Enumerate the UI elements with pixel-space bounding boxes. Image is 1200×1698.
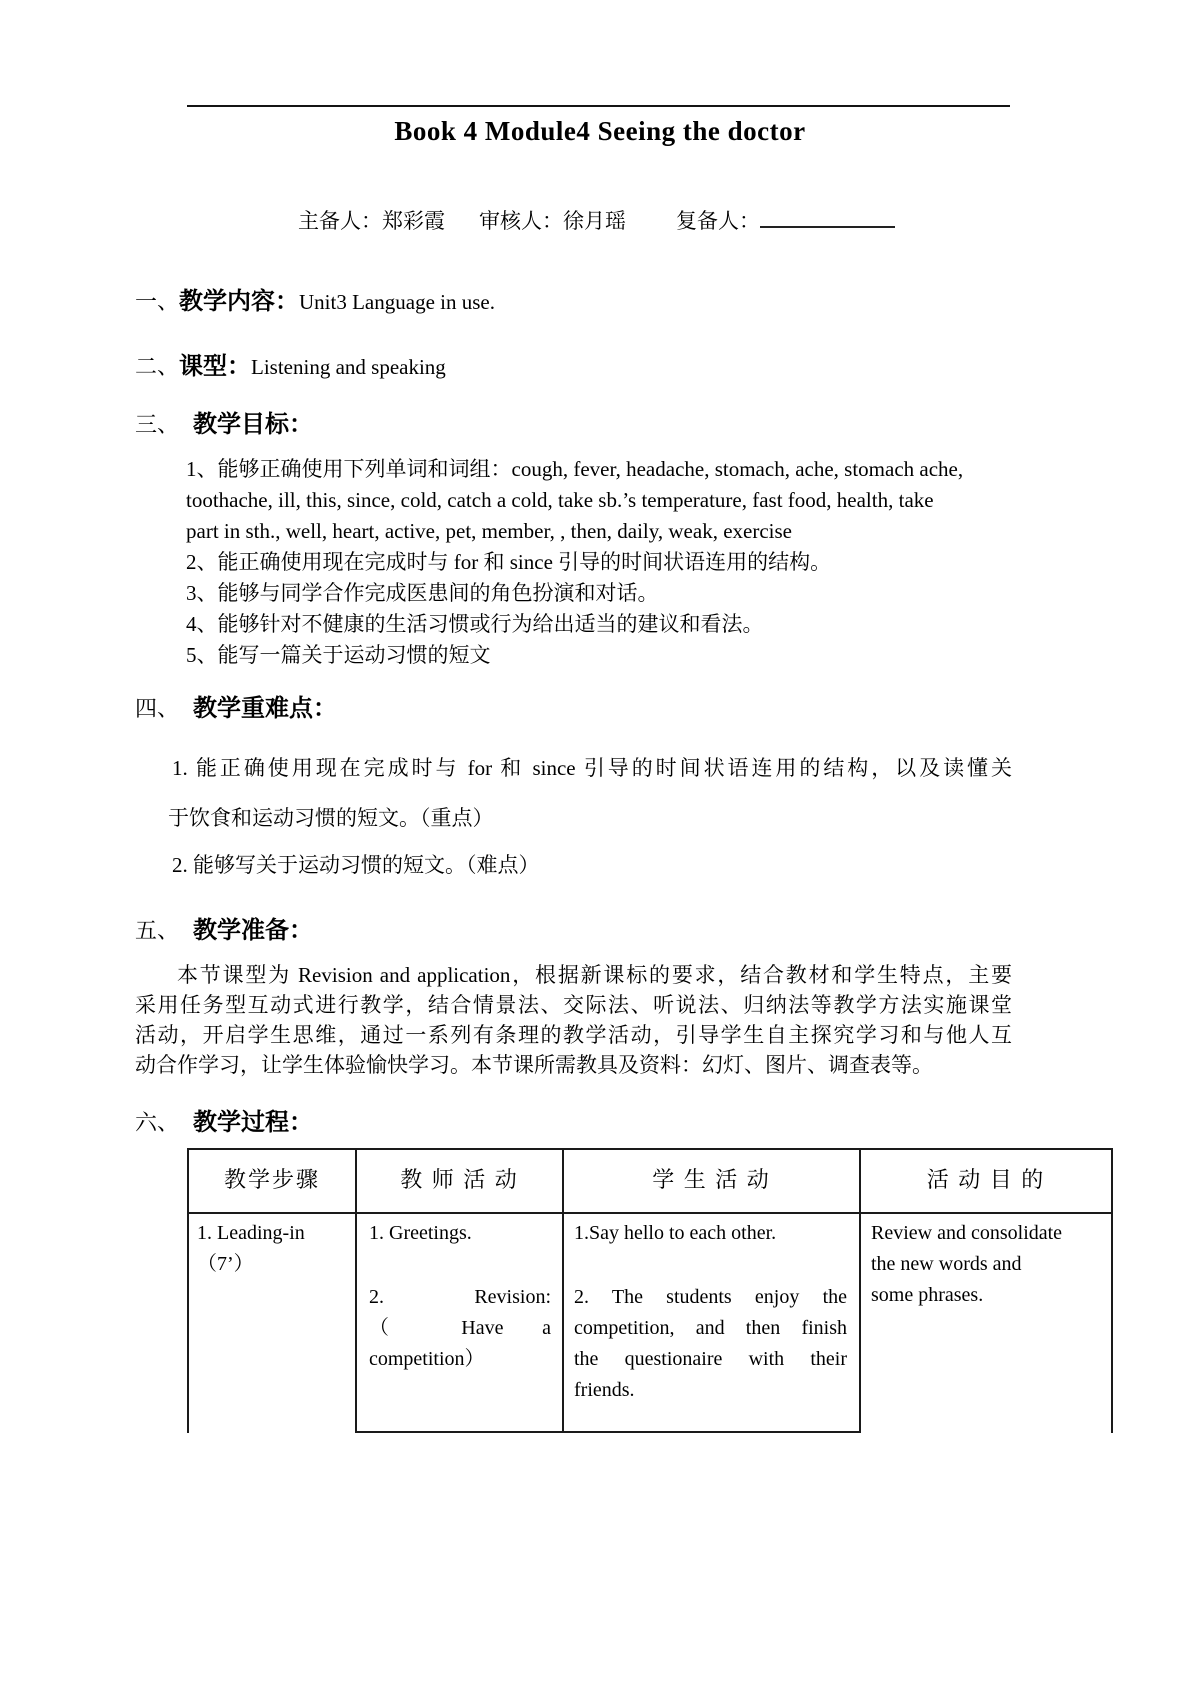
table-header-teacher: 教 师 活 动 [400, 1167, 519, 1192]
text-line: 2. Revision: [369, 1286, 551, 1308]
table-header-step: 教学步骤 [223, 1167, 320, 1192]
text-line: 3、能够与同学合作完成医患间的角色扮演和对话。 [186, 581, 659, 605]
text-line: friends. [574, 1379, 635, 1401]
text-line: （7’） [197, 1253, 254, 1275]
text-line: 4、能够针对不健康的生活习惯或行为给出适当的建议和看法。 [186, 612, 764, 636]
section-1-text: Unit3 Language in use. [299, 290, 495, 314]
section-3-number: 三、 [135, 412, 180, 437]
section-5-number: 五、 [135, 918, 180, 943]
cell-student-activity [574, 1218, 847, 1406]
section-3-title: 教学目标： [193, 412, 314, 438]
text-line: some phrases. [871, 1284, 984, 1306]
section-3-items [186, 454, 1018, 671]
re-preparer-blank-line [760, 205, 895, 228]
text-line: 1.Say hello to each other. [574, 1222, 777, 1244]
cell-step [197, 1218, 347, 1280]
table-header-purpose: 活 动 目 的 [926, 1167, 1046, 1192]
text-line: 1. Leading-in [197, 1222, 305, 1244]
text-line: part in sth., well, heart, active, pet, member, , then, daily, weak, exercise [186, 519, 792, 543]
text-line: 采用任务型互动式进行教学，结合情景法、交际法、听说法、归纳法等教学方法实施课堂 [135, 993, 1012, 1017]
text-line: toothache, ill, this, since, cold, catch a cold, take sb.’s temperature, fast food, health, take [186, 488, 934, 512]
text-line: competition） [369, 1348, 485, 1370]
header-divider-line [187, 105, 1010, 107]
byline [298, 205, 895, 235]
section-4-heading [135, 688, 337, 723]
table-header-student: 学 生 活 动 [652, 1167, 771, 1192]
re-preparer-label: 复备人： [676, 209, 760, 233]
teaching-process-table [187, 1148, 1113, 1433]
section-2-number: 二、 [135, 354, 180, 379]
text-line: 1. 能正确使用现在完成时与 for 和 since 引导的时间状语连用的结构，以及读懂关 [172, 756, 1012, 780]
text-line: Review and consolidate [871, 1222, 1063, 1244]
text-line: 动合作学习，让学生体验愉快学习。本节课所需教具及资料：幻灯、图片、调查表等。 [135, 1053, 933, 1077]
section-2-text: Listening and speaking [251, 355, 446, 379]
reviewer-label: 审核人： [479, 209, 563, 233]
text-line: （ Have a [369, 1317, 551, 1339]
section-1-number: 一、 [135, 289, 180, 314]
text-line: 本节课型为 Revision and application，根据新课标的要求，结合教材和学生特点，主要 [177, 963, 1012, 987]
text-line: 于饮食和运动习惯的短文。（重点） [168, 806, 494, 830]
table-border-right [1111, 1148, 1113, 1433]
text-line: competition, and then finish [574, 1317, 847, 1339]
table-border-bottom-partial [355, 1431, 861, 1433]
section-3-heading [135, 404, 313, 439]
section-5-heading [135, 910, 313, 945]
section-6-heading [135, 1102, 313, 1137]
cell-teacher-activity [369, 1218, 551, 1375]
text-line: 1. Greetings. [369, 1222, 472, 1244]
section-4-title: 教学重难点： [193, 696, 338, 722]
section-5-paragraph [135, 960, 1012, 1080]
section-6-title: 教学过程： [193, 1110, 314, 1136]
text-line: the questionaire with their [574, 1348, 847, 1370]
cell-activity-purpose [871, 1218, 1103, 1311]
section-5-title: 教学准备： [193, 918, 314, 944]
main-preparer-label: 主备人： [298, 209, 382, 233]
text-line: 1、能够正确使用下列单词和词组：cough, fever, headache, stomach, ache, stomach ache, [186, 457, 964, 481]
table-border-top [187, 1148, 1113, 1150]
main-preparer-name: 郑彩霞 [382, 209, 445, 233]
paragraph-gap [369, 1249, 551, 1282]
text-line: 2. 能够写关于运动习惯的短文。（难点） [172, 853, 540, 877]
text-line: 5、能写一篇关于运动习惯的短文 [186, 643, 491, 667]
section-4-number: 四、 [135, 696, 180, 721]
section-2-heading [135, 346, 446, 381]
section-2-title: 课型： [179, 354, 252, 380]
paragraph-gap [574, 1249, 847, 1282]
table-header-divider [187, 1212, 1113, 1214]
text-line: 2. The students enjoy the [574, 1286, 847, 1308]
section-1-heading [135, 281, 495, 316]
text-line: 活动，开启学生思维，通过一系列有条理的教学活动，引导学生自主探究学习和与他人互 [135, 1023, 1012, 1047]
section-1-title: 教学内容： [179, 289, 300, 315]
text-line: the new words and [871, 1253, 1022, 1275]
text-line: 2、能正确使用现在完成时与 for 和 since 引导的时间状语连用的结构。 [186, 550, 832, 574]
page-title: Book 4 Module4 Seeing the doctor [394, 116, 806, 146]
reviewer-name: 徐月瑶 [563, 209, 626, 233]
section-6-number: 六、 [135, 1110, 180, 1135]
